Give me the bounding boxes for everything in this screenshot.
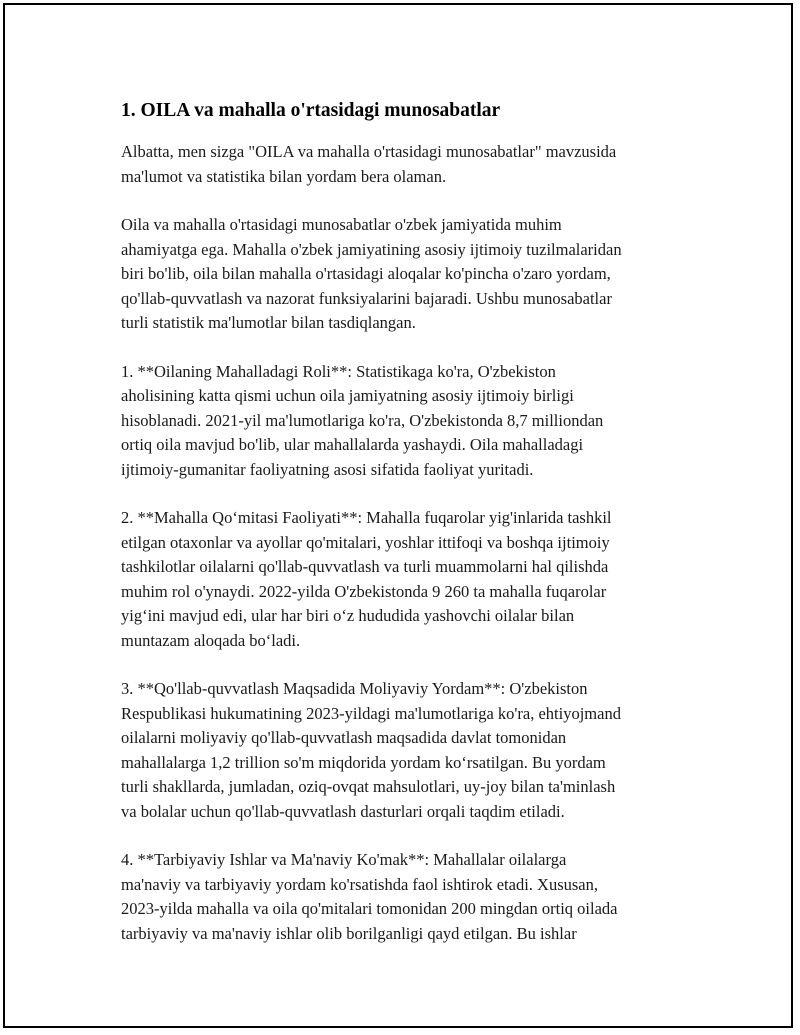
text-line: turli statistik ma'lumotlar bilan tasdiqlangan. xyxy=(121,313,416,332)
text-line: Albatta, men sizga "OILA va mahalla o'rtasidagi munosabatlar" mavzusida xyxy=(121,142,617,161)
text-line: etilgan otaxonlar va ayollar qo'mitalari, yoshlar ittifoqi va boshqa ijtimoiy xyxy=(121,532,610,552)
document-body xyxy=(121,99,691,970)
text-line: mahallalarga 1,2 trillion so'm miqdorida yordam koʻrsatilgan. Bu yordam xyxy=(121,752,606,772)
text-line: va bolalar uchun qo'llab-quvvatlash dasturlari orqali taqdim etiladi. xyxy=(121,801,565,821)
text-line: ortiq oila mavjud bo'lib, ular mahallalarda yashaydi. Oila mahalladagi xyxy=(121,435,584,454)
text-line: 2023-yilda mahalla va oila qo'mitalari tomonidan 200 mingdan ortiq oilada xyxy=(121,899,618,918)
text-line: oilalarni moliyaviy qo'llab-quvvatlash maqsadida davlat tomonidan xyxy=(121,728,567,747)
text-line: muntazam aloqada boʻladi. xyxy=(121,630,301,650)
document-page xyxy=(3,3,793,1028)
text-line: aholisining katta qismi uchun oila jamiyatning asosiy ijtimoiy birligi xyxy=(121,386,574,405)
point-3-paragraph xyxy=(121,677,691,824)
text-line: ma'naviy va tarbiyaviy yordam ko'rsatishda faol ishtirok etadi. Xususan, xyxy=(121,874,599,894)
text-line: turli shakllarda, jumladan, oziq-ovqat mahsulotlari, uy-joy bilan ta'minlash xyxy=(121,777,616,796)
text-line: tashkilotlar oilalarni qo'llab-quvvatlash va turli muammolarni hal qilishda xyxy=(121,557,609,576)
text-line: biri bo'lib, oila bilan mahalla o'rtasidagi aloqalar ko'pincha o'zaro yordam, xyxy=(121,264,611,283)
text-line: Respublikasi hukumatining 2023-yildagi ma'lumotlariga ko'ra, ehtiyojmand xyxy=(121,703,621,723)
text-line: ijtimoiy-gumanitar faoliyatning asosi sifatida faoliyat yuritadi. xyxy=(121,459,534,479)
text-line: hisoblanadi. 2021-yil ma'lumotlariga ko'ra, O'zbekistonda 8,7 milliondan xyxy=(121,410,604,430)
overview-paragraph xyxy=(121,213,691,336)
text-line: ma'lumot va statistika bilan yordam bera olaman. xyxy=(121,166,447,186)
text-line: tarbiyaviy va ma'naviy ishlar olib borilganligi qayd etilgan. Bu ishlar xyxy=(121,923,577,943)
point-2-paragraph xyxy=(121,506,691,653)
text-line: 2. **Mahalla Qoʻmitasi Faoliyati**: Mahalla fuqarolar yig'inlarida tashkil xyxy=(121,508,612,527)
text-line: 4. **Tarbiyaviy Ishlar va Ma'naviy Ko'mak**: Mahallalar oilalarga xyxy=(121,850,567,869)
text-line: 3. **Qo'llab-quvvatlash Maqsadida Moliyaviy Yordam**: O'zbekiston xyxy=(121,679,588,698)
text-line: ahamiyatga ega. Mahalla o'zbek jamiyatining asosiy ijtimoiy tuzilmalaridan xyxy=(121,239,622,259)
text-line: yigʻini mavjud edi, ular har biri oʻz hududida yashovchi oilalar bilan xyxy=(121,606,575,625)
text-line: qo'llab-quvvatlash va nazorat funksiyalarini bajaradi. Ushbu munosabatlar xyxy=(121,288,612,308)
point-1-paragraph xyxy=(121,360,691,483)
text-line: 1. **Oilaning Mahalladagi Roli**: Statistikaga ko'ra, O'zbekiston xyxy=(121,361,556,381)
intro-paragraph xyxy=(121,140,691,189)
text-line: Oila va mahalla o'rtasidagi munosabatlar o'zbek jamiyatida muhim xyxy=(121,215,562,234)
document-title: 1. OILA va mahalla o'rtasidagi munosabatlar xyxy=(121,100,501,121)
point-4-paragraph xyxy=(121,848,691,946)
text-line: muhim rol o'ynaydi. 2022-yilda O'zbekistonda 9 260 ta mahalla fuqarolar xyxy=(121,581,607,601)
